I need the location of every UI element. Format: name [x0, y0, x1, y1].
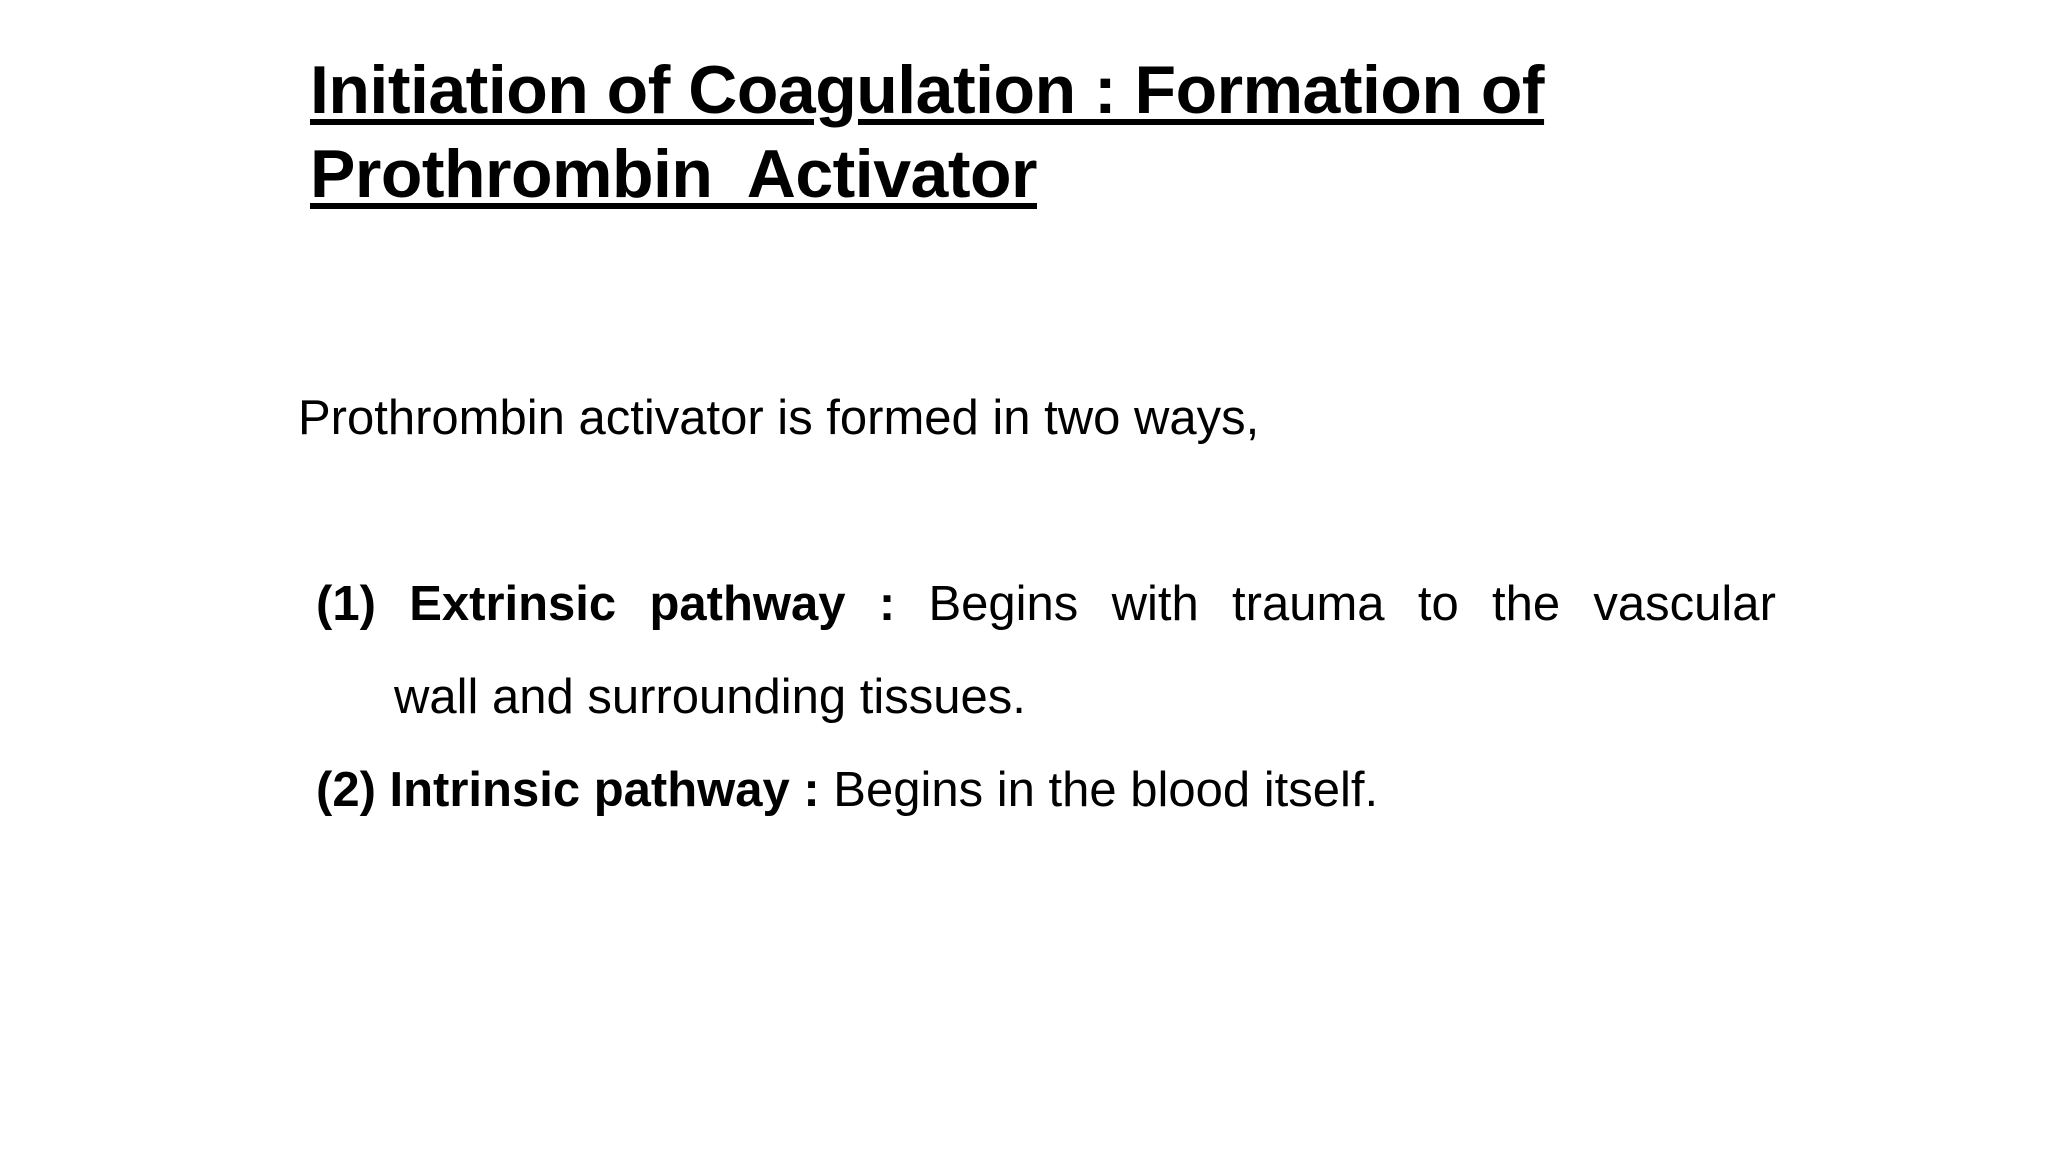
- item-word: vascular: [1593, 577, 1776, 631]
- item-colon: :: [878, 577, 896, 631]
- item-word: the: [1492, 577, 1561, 631]
- list-item-extrinsic: [316, 574, 1776, 727]
- item-word: to: [1417, 577, 1459, 631]
- slide-title: [310, 48, 1810, 216]
- item-label: (2) Intrinsic pathway :: [316, 763, 820, 817]
- list-item-intrinsic: [316, 760, 1378, 820]
- slide-title-line-2: Prothrombin Activator: [310, 136, 1037, 212]
- item-number: (1): [316, 577, 376, 631]
- intro-text: Prothrombin activator is formed in two ways,: [298, 391, 1260, 445]
- list-item-extrinsic-line-1: [316, 574, 1776, 634]
- item-word: trauma: [1232, 577, 1385, 631]
- item-text: Begins in the blood itself.: [819, 763, 1379, 817]
- item-word: Begins: [928, 577, 1079, 631]
- list-item-extrinsic-line-2: wall and surrounding tissues.: [394, 670, 1026, 724]
- slide-title-line-1: Initiation of Coagulation : Formation of: [310, 52, 1545, 128]
- item-word: with: [1111, 577, 1199, 631]
- item-term: pathway: [649, 577, 846, 631]
- item-term: Extrinsic: [409, 577, 617, 631]
